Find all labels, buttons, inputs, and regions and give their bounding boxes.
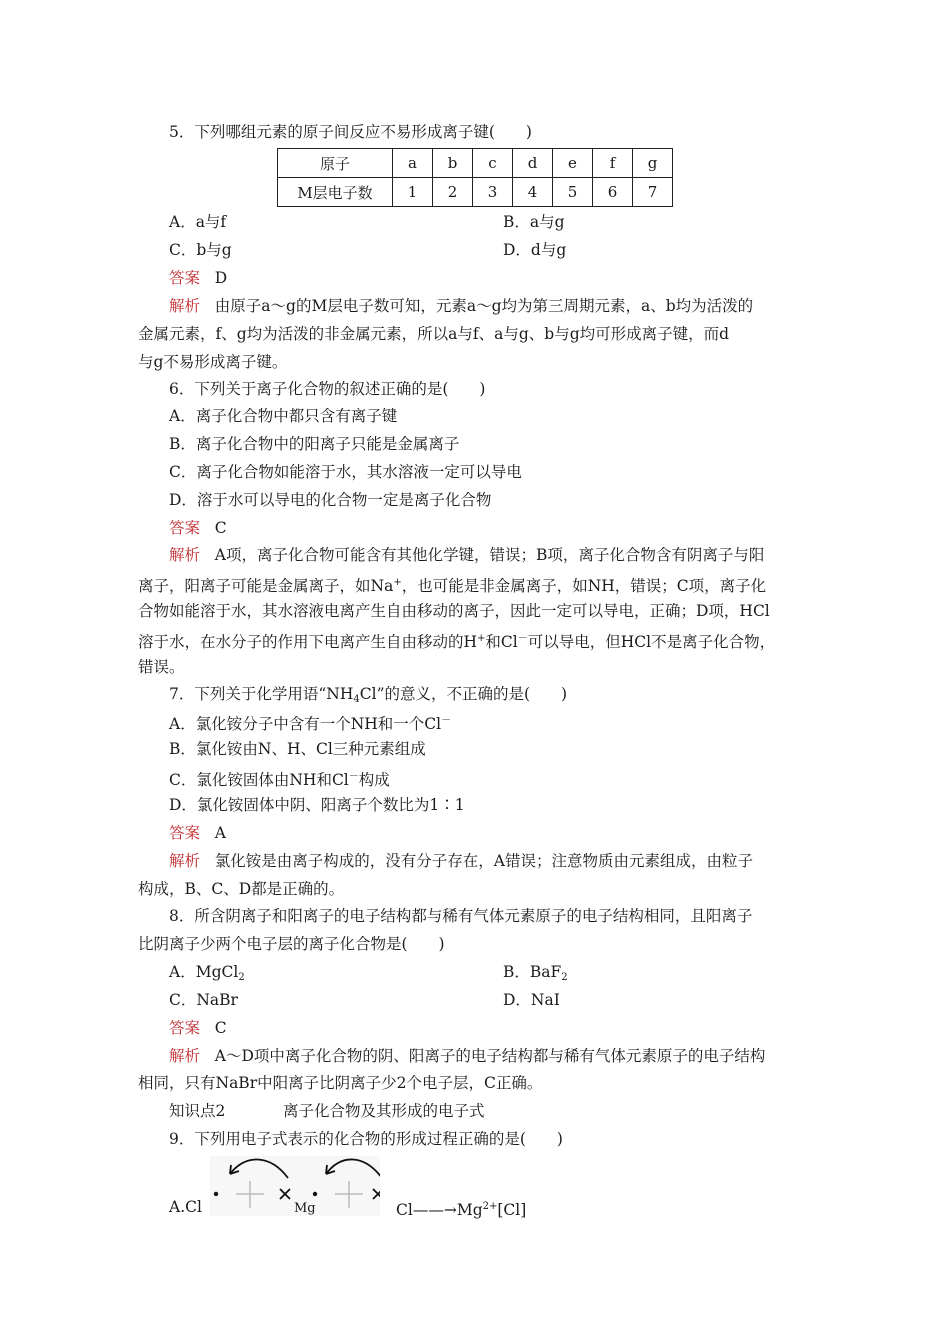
table-cell: f	[593, 149, 633, 178]
answer-label: 答案	[169, 824, 201, 842]
q5-answer	[169, 268, 227, 288]
q7-analysis-line-1: 解析 氯化铵是由离子构成的，没有分子存在，A错误；注意物质由元素组成，由粒子	[169, 852, 753, 870]
table-cell: d	[513, 149, 553, 178]
table-cell: 4	[513, 178, 553, 207]
electron-dot-icon	[313, 1192, 317, 1196]
q7-option-c: C．氯化铵固体由NH和Cl－构成	[169, 771, 390, 789]
table-cell: b	[433, 149, 473, 178]
q6-stem: 6．下列关于离子化合物的叙述正确的是( )	[169, 380, 486, 398]
q6-analysis-line-2: 离子，阳离子可能是金属离子，如Na+，也可能是非金属离子，如NH，错误；C项，离子化	[138, 577, 767, 595]
q6-analysis-line-4: 溶于水，在水分子的作用下电离产生自由移动的H+和Cl－可以导电，但HCl不是离子化合物，	[138, 633, 776, 651]
q7-option-b: B．氯化铵由N、H、Cl三种元素组成	[169, 740, 426, 758]
q5-option-a: A．a与f	[169, 213, 227, 231]
table-cell: 7	[633, 178, 673, 207]
table-cell: 6	[593, 178, 633, 207]
table-row	[278, 149, 673, 178]
table-cell: c	[473, 149, 513, 178]
q8-option-b: B．BaF$_2$	[503, 963, 568, 983]
answer-label: 答案	[169, 519, 201, 537]
q5-stem: 5．下列哪组元素的原子间反应不易形成离子键( )	[169, 123, 532, 141]
q9-option-a-prefix: A.Cl	[169, 1198, 202, 1216]
q5-option-c: C．b与g	[169, 241, 232, 259]
table-cell: e	[553, 149, 593, 178]
answer-label: 答案	[169, 269, 201, 287]
answer-value: C	[214, 1019, 227, 1037]
q9-stem: 9．下列用电子式表示的化合物的形成过程正确的是( )	[169, 1130, 563, 1148]
q7-option-a: A．氯化铵分子中含有一个NH和一个Cl－	[169, 715, 452, 733]
q5-table	[277, 148, 673, 207]
table-header-atom: 原子	[278, 149, 393, 178]
answer-value: D	[214, 269, 228, 287]
q8-analysis-line-1: 解析 A～D项中离子化合物的阴、阳离子的电子结构都与稀有气体元素原子的电子结构	[169, 1047, 766, 1065]
table-cell: 1	[393, 178, 433, 207]
q7-analysis-line-2: 构成，B、C、D都是正确的。	[138, 880, 345, 898]
q8-stem-line-2: 比阴离子少两个电子层的离子化合物是( )	[138, 935, 445, 953]
table-row	[278, 178, 673, 207]
answer-value: A	[214, 824, 226, 842]
answer-label: 答案	[169, 1019, 201, 1037]
q5-analysis-line-3: 与g不易形成离子键。	[138, 353, 288, 371]
table-cell: a	[393, 149, 433, 178]
table-header-electrons: M层电子数	[278, 178, 393, 207]
table-cell: g	[633, 149, 673, 178]
q7-stem: 7．下列关于化学用语“$NH_4Cl$”的意义，不正确的是( )	[169, 685, 568, 705]
table-cell: 5	[553, 178, 593, 207]
analysis-label: 解析	[169, 297, 201, 315]
q8-stem-line-1: 8．所含阴离子和阳离子的电子结构都与稀有气体元素原子的电子结构相同，且阳离子	[169, 907, 753, 925]
q5-analysis-line-1: 解析 由原子a～g的M层电子数可知，元素a～g均为第三周期元素，a、b均为活泼的	[169, 297, 754, 315]
q6-analysis-line-1: 解析 A项，离子化合物可能含有其他化学键，错误；B项，离子化合物含有阴离子与阳	[169, 546, 765, 564]
analysis-label: 解析	[169, 546, 201, 564]
electron-dot-icon	[214, 1192, 218, 1196]
q7-answer	[169, 823, 226, 843]
q8-option-d: D．NaI	[503, 991, 560, 1009]
q9-option-a-product: $Cl——\to Mg^{2+}[Cl]$	[396, 1201, 527, 1219]
q8-analysis-line-2: 相同，只有NaBr中阳离子比阴离子少2个电子层，C正确。	[138, 1074, 543, 1092]
q8-option-c: C．NaBr	[169, 991, 238, 1009]
q5-analysis-line-2: 金属元素，f、g均为活泼的非金属元素，所以a与f、a与g、b与g均可形成离子键，而d	[138, 325, 730, 343]
table-cell: 3	[473, 178, 513, 207]
q6-option-b: B．离子化合物中的阳离子只能是金属离子	[169, 435, 460, 453]
section-title: 离子化合物及其形成的电子式	[283, 1102, 485, 1120]
q6-analysis-line-3: 合物如能溶于水，其水溶液电离产生自由移动的离子，因此一定可以导电，正确；D项，HCl	[138, 602, 770, 620]
analysis-label: 解析	[169, 852, 201, 870]
analysis-label: 解析	[169, 1047, 201, 1065]
q5-option-b: B．a与g	[503, 213, 565, 231]
section-label: 知识点2	[169, 1102, 226, 1120]
q8-option-a: A．MgCl$_2$	[169, 963, 245, 983]
answer-value: C	[214, 519, 227, 537]
q6-option-a: A．离子化合物中都只含有离子键	[169, 407, 398, 425]
q8-answer	[169, 1018, 227, 1038]
q6-analysis-line-5: 错误。	[138, 658, 185, 676]
q6-option-c: C．离子化合物如能溶于水，其水溶液一定可以导电	[169, 463, 522, 481]
q9-option-a-mg: Mg	[294, 1201, 316, 1216]
q6-option-d: D．溶于水可以导电的化合物一定是离子化合物	[169, 491, 492, 509]
q5-option-d: D．d与g	[503, 241, 567, 259]
q6-answer	[169, 518, 227, 538]
table-cell: 2	[433, 178, 473, 207]
q7-option-d: D．氯化铵固体中阴、阳离子个数比为1∶1	[169, 796, 465, 814]
